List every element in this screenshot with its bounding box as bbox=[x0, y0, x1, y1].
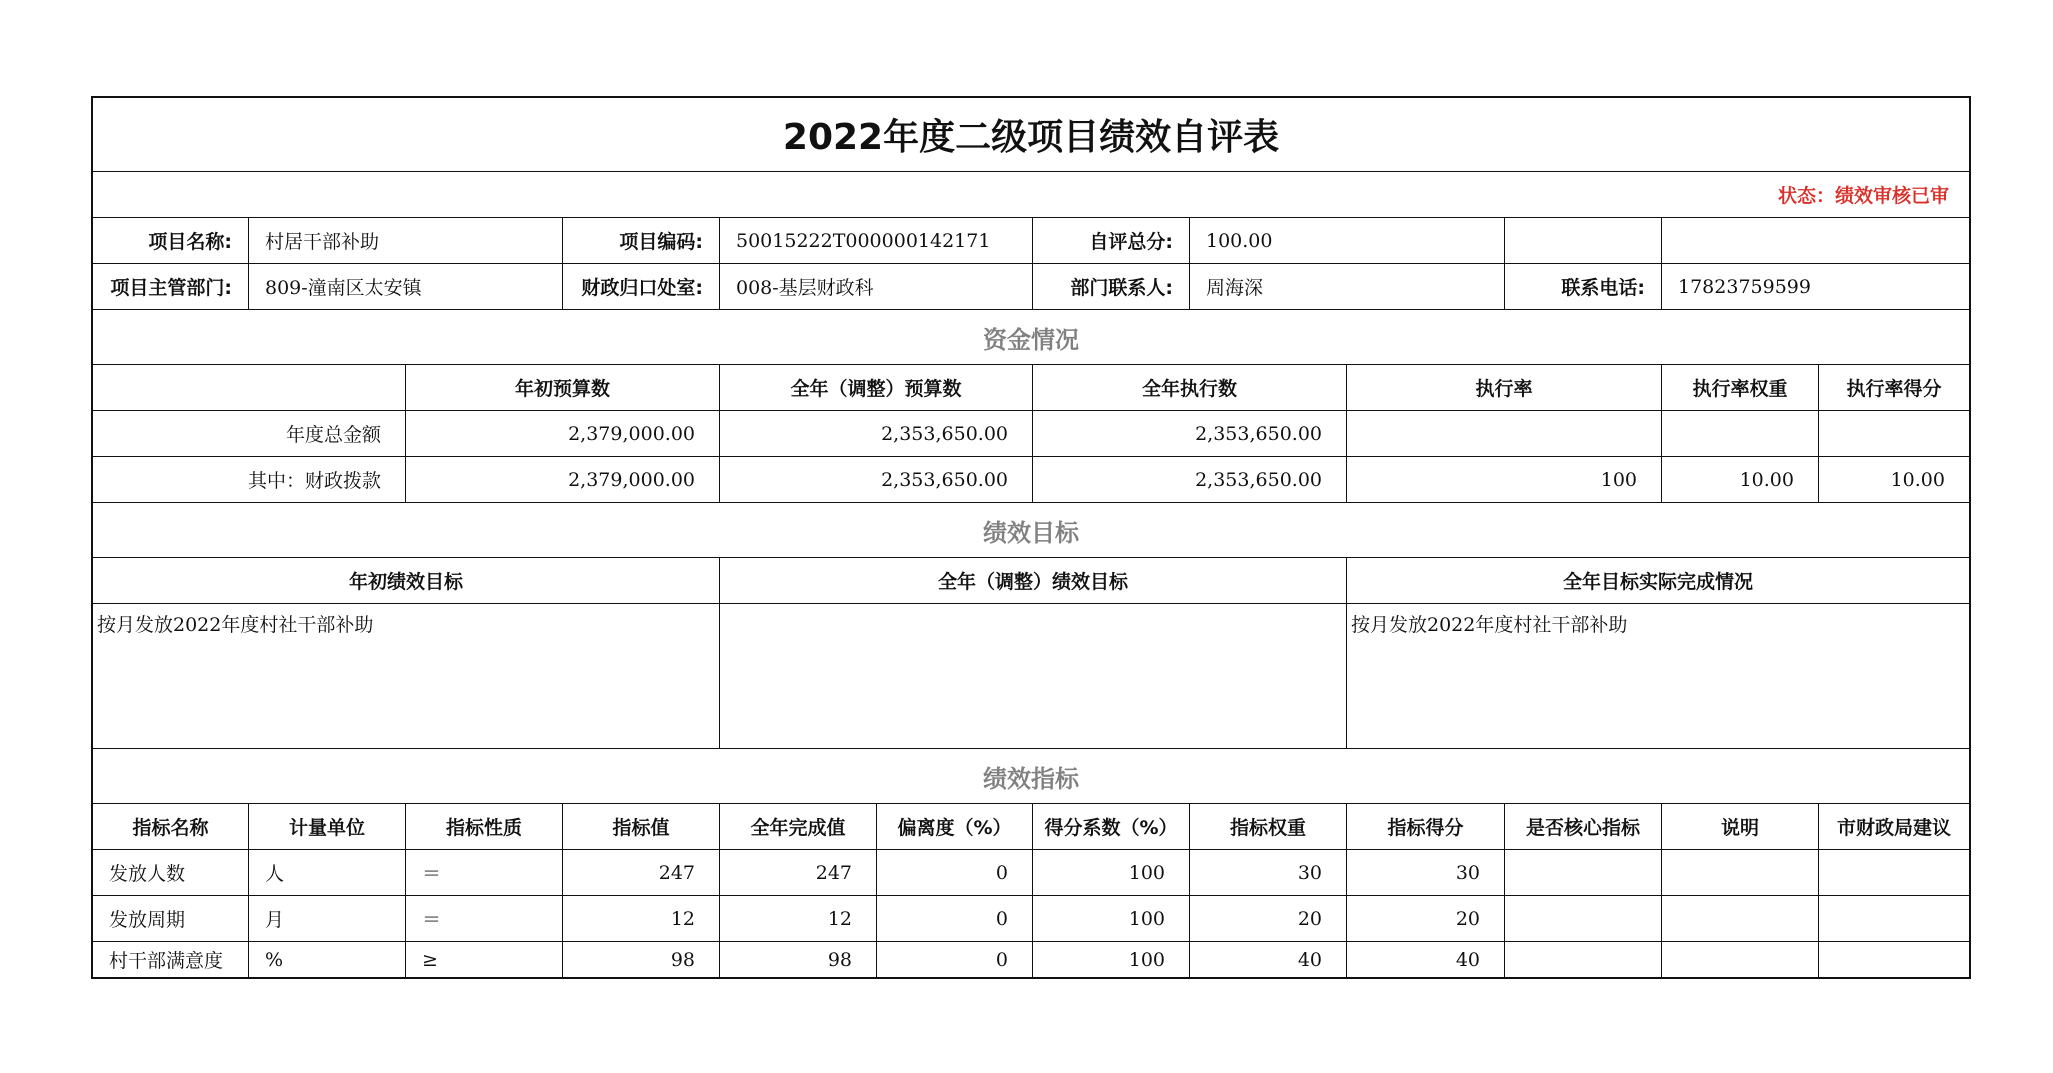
indicator-note bbox=[1662, 896, 1819, 941]
funds-initial: 2,379,000.00 bbox=[406, 457, 720, 502]
funds-header-cell bbox=[93, 365, 406, 410]
funds-executed: 2,353,650.00 bbox=[1033, 457, 1347, 502]
info-empty-cell bbox=[1662, 218, 1969, 263]
info-empty-cell bbox=[1505, 218, 1662, 263]
indicator-row bbox=[93, 850, 1969, 896]
indicator-deviation: 0 bbox=[877, 942, 1033, 977]
indicator-nature: ＝ bbox=[406, 896, 563, 941]
finance-office-value: 008-基层财政科 bbox=[720, 264, 1033, 309]
funds-adjusted: 2,353,650.00 bbox=[720, 411, 1033, 456]
funds-row bbox=[93, 457, 1969, 503]
goals-header-cell: 年初绩效目标 bbox=[93, 558, 720, 603]
goal-initial-text: 按月发放2022年度村社干部补助 bbox=[93, 604, 720, 748]
indicator-name: 发放周期 bbox=[93, 896, 249, 941]
contact-label: 部门联系人: bbox=[1033, 264, 1190, 309]
indicator-deviation: 0 bbox=[877, 896, 1033, 941]
indicator-value: 247 bbox=[563, 850, 720, 895]
indicator-name: 发放人数 bbox=[93, 850, 249, 895]
funds-header-row bbox=[93, 365, 1969, 411]
project-name-label: 项目名称: bbox=[93, 218, 249, 263]
indicator-core bbox=[1505, 942, 1662, 977]
indicator-header-cell: 市财政局建议 bbox=[1836, 817, 1951, 839]
indicator-unit: % bbox=[249, 942, 406, 977]
indicator-note bbox=[1662, 850, 1819, 895]
goals-body-row bbox=[93, 604, 1969, 749]
funds-header-cell: 年初预算数 bbox=[406, 365, 720, 410]
dept-value: 809-潼南区太安镇 bbox=[249, 264, 563, 309]
indicator-value: 12 bbox=[563, 896, 720, 941]
indicator-advice bbox=[1819, 850, 1969, 895]
funds-section-title: 资金情况 bbox=[93, 310, 1969, 365]
funds-header-cell: 执行率 bbox=[1347, 365, 1662, 410]
project-code-label: 项目编码: bbox=[563, 218, 720, 263]
goals-header-cell: 全年目标实际完成情况 bbox=[1562, 571, 1753, 593]
indicator-coef: 100 bbox=[1033, 896, 1190, 941]
indicators-header-row bbox=[93, 804, 1969, 850]
status-text: 状态：绩效审核已审 bbox=[1777, 185, 1949, 207]
funds-weight: 10.00 bbox=[1662, 457, 1819, 502]
indicator-weight: 30 bbox=[1190, 850, 1347, 895]
funds-header-cell: 全年（调整）预算数 bbox=[720, 365, 1033, 410]
indicator-row bbox=[93, 942, 1969, 977]
funds-header-cell: 全年执行数 bbox=[1033, 365, 1347, 410]
indicator-score: 40 bbox=[1347, 942, 1505, 977]
phone-value: 17823759599 bbox=[1678, 275, 1811, 298]
funds-executed: 2,353,650.00 bbox=[1033, 411, 1347, 456]
indicator-unit: 月 bbox=[249, 896, 406, 941]
indicator-completed: 247 bbox=[720, 850, 877, 895]
funds-header-cell: 执行率得分 bbox=[1846, 378, 1942, 400]
indicator-deviation: 0 bbox=[877, 850, 1033, 895]
funds-weight bbox=[1662, 411, 1819, 456]
indicator-unit: 人 bbox=[249, 850, 406, 895]
indicator-weight: 40 bbox=[1190, 942, 1347, 977]
indicator-header-cell: 指标性质 bbox=[406, 804, 563, 849]
goals-header-row bbox=[93, 558, 1969, 604]
indicator-header-cell: 说明 bbox=[1662, 804, 1819, 849]
contact-value: 周海深 bbox=[1190, 264, 1505, 309]
indicator-coef: 100 bbox=[1033, 850, 1190, 895]
goals-header-cell: 全年（调整）绩效目标 bbox=[720, 558, 1347, 603]
goal-adjusted-text bbox=[720, 604, 1347, 748]
funds-header-cell: 执行率权重 bbox=[1662, 365, 1819, 410]
indicator-score: 30 bbox=[1347, 850, 1505, 895]
indicator-header-cell: 指标值 bbox=[563, 804, 720, 849]
goals-section-title: 绩效目标 bbox=[93, 503, 1969, 558]
indicator-value: 98 bbox=[563, 942, 720, 977]
sheet-title: 2022年度二级项目绩效自评表 bbox=[93, 98, 1969, 172]
indicator-header-cell: 计量单位 bbox=[249, 804, 406, 849]
funds-rate: 100 bbox=[1347, 457, 1662, 502]
funds-row-label: 其中：财政拨款 bbox=[93, 457, 406, 502]
evaluation-sheet bbox=[91, 96, 1971, 979]
indicator-score: 20 bbox=[1347, 896, 1505, 941]
info-row-2 bbox=[93, 264, 1969, 310]
indicator-note bbox=[1662, 942, 1819, 977]
indicator-advice bbox=[1819, 896, 1969, 941]
project-name-value: 村居干部补助 bbox=[249, 218, 563, 263]
indicator-header-cell: 是否核心指标 bbox=[1505, 804, 1662, 849]
phone-label: 联系电话: bbox=[1505, 264, 1662, 309]
indicator-completed: 98 bbox=[720, 942, 877, 977]
indicator-header-cell: 得分系数（%） bbox=[1033, 804, 1190, 849]
indicators-section-title: 绩效指标 bbox=[93, 749, 1969, 804]
status-row bbox=[93, 172, 1969, 218]
indicator-weight: 20 bbox=[1190, 896, 1347, 941]
funds-row-label: 年度总金额 bbox=[93, 411, 406, 456]
indicator-core bbox=[1505, 850, 1662, 895]
funds-score: 10.00 bbox=[1890, 468, 1945, 491]
indicator-header-cell: 全年完成值 bbox=[720, 804, 877, 849]
funds-adjusted: 2,353,650.00 bbox=[720, 457, 1033, 502]
indicator-header-cell: 指标权重 bbox=[1190, 804, 1347, 849]
indicator-nature: ≥ bbox=[406, 942, 563, 977]
dept-label: 项目主管部门: bbox=[93, 264, 249, 309]
indicator-nature: ＝ bbox=[406, 850, 563, 895]
goal-actual-text: 按月发放2022年度村社干部补助 bbox=[1351, 614, 1628, 636]
funds-initial: 2,379,000.00 bbox=[406, 411, 720, 456]
indicator-header-cell: 偏离度（%） bbox=[877, 804, 1033, 849]
indicator-header-cell: 指标名称 bbox=[93, 804, 249, 849]
indicator-name: 村干部满意度 bbox=[93, 942, 249, 977]
info-row-1 bbox=[93, 218, 1969, 264]
indicator-header-cell: 指标得分 bbox=[1347, 804, 1505, 849]
project-code-value: 50015222T000000142171 bbox=[720, 218, 1033, 263]
indicator-row bbox=[93, 896, 1969, 942]
self-score-value: 100.00 bbox=[1190, 218, 1505, 263]
indicator-advice bbox=[1819, 942, 1969, 977]
self-score-label: 自评总分: bbox=[1033, 218, 1190, 263]
funds-row bbox=[93, 411, 1969, 457]
indicator-coef: 100 bbox=[1033, 942, 1190, 977]
funds-rate bbox=[1347, 411, 1662, 456]
funds-score bbox=[1819, 411, 1969, 456]
indicator-completed: 12 bbox=[720, 896, 877, 941]
finance-office-label: 财政归口处室: bbox=[563, 264, 720, 309]
indicator-core bbox=[1505, 896, 1662, 941]
